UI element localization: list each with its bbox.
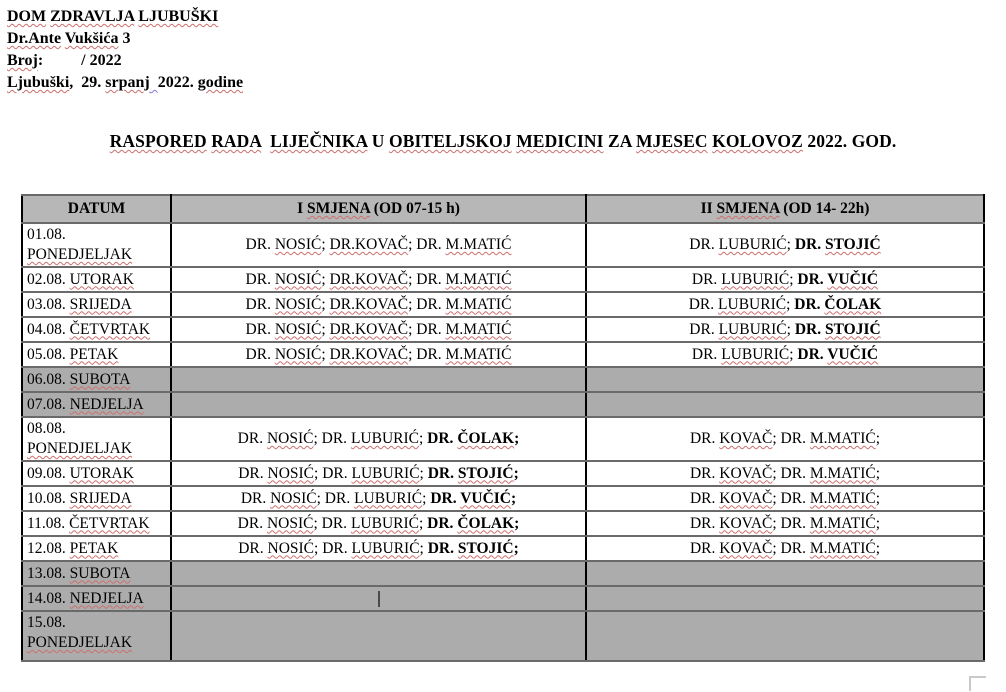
shift1-cell[interactable]: DR. NOSIĆ; DR. LUBURIĆ; DR. ČOLAK; — [171, 417, 586, 461]
table-row — [22, 561, 984, 586]
table-row — [22, 511, 984, 536]
shift2-cell[interactable]: DR. KOVAČ; DR. M.MATIĆ; — [586, 486, 984, 511]
table-row — [22, 586, 984, 611]
shift2-cell[interactable]: DR. LUBURIĆ; DR. ČOLAK — [586, 292, 984, 317]
shift1-cell[interactable] — [171, 367, 586, 392]
date-cell[interactable]: 15.08. PONEDJELJAK — [22, 611, 171, 661]
shift1-cell[interactable]: DR. NOSIĆ; DR.KOVAČ; DR. M.MATIĆ — [171, 267, 586, 292]
date-cell[interactable]: 12.08. PETAK — [22, 536, 171, 561]
shift1-cell[interactable]: DR. NOSIĆ; DR. LUBURIĆ; DR. STOJIĆ; — [171, 461, 586, 486]
shift1-cell[interactable] — [171, 586, 586, 611]
shift2-cell[interactable]: DR. KOVAČ; DR. M.MATIĆ; — [586, 511, 984, 536]
table-row — [22, 292, 984, 317]
shift1-cell[interactable] — [171, 392, 586, 417]
shift2-cell[interactable] — [586, 561, 984, 586]
shift2-cell[interactable] — [586, 367, 984, 392]
date-cell[interactable]: 10.08. SRIJEDA — [22, 486, 171, 511]
shift2-cell[interactable] — [586, 392, 984, 417]
date-cell[interactable]: 06.08. SUBOTA — [22, 367, 171, 392]
shift1-cell[interactable]: DR. NOSIĆ; DR.KOVAČ; DR. M.MATIĆ — [171, 342, 586, 367]
table-row — [22, 536, 984, 561]
table-header-row — [22, 195, 984, 223]
date-cell[interactable]: 01.08. PONEDJELJAK — [22, 223, 171, 267]
shift2-cell[interactable]: DR. KOVAČ; DR. M.MATIĆ; — [586, 417, 984, 461]
doc-number-line[interactable] — [7, 50, 243, 72]
shift1-cell[interactable] — [171, 611, 586, 661]
shift1-cell[interactable]: DR. NOSIĆ; DR. LUBURIĆ; DR. ČOLAK; — [171, 511, 586, 536]
col-header-shift1[interactable]: I SMJENA (OD 07-15 h) — [171, 195, 586, 223]
date-cell[interactable]: 11.08. ČETVRTAK — [22, 511, 171, 536]
shift1-cell[interactable]: DR. NOSIĆ; DR.KOVAČ; DR. M.MATIĆ — [171, 223, 586, 267]
date-cell[interactable]: 13.08. SUBOTA — [22, 561, 171, 586]
doc-number-label: Broj: — [7, 52, 44, 69]
table-row — [22, 367, 984, 392]
shift1-cell[interactable]: DR. NOSIĆ; DR. LUBURIĆ; DR. VUČIĆ; — [171, 486, 586, 511]
date-cell[interactable]: 14.08. NEDJELJA — [22, 586, 171, 611]
table-row — [22, 486, 984, 511]
org-name[interactable]: DOM ZDRAVLJA LJUBUŠKI — [7, 8, 219, 25]
date-cell[interactable]: 05.08. PETAK — [22, 342, 171, 367]
table-row — [22, 342, 984, 367]
shift1-cell[interactable]: DR. NOSIĆ; DR.KOVAČ; DR. M.MATIĆ — [171, 292, 586, 317]
table-row — [22, 223, 984, 267]
col-header-shift2[interactable]: II SMJENA (OD 14- 22h) — [586, 195, 984, 223]
doc-number-value: / 2022 — [81, 52, 122, 69]
schedule-table — [21, 194, 985, 662]
date-cell[interactable]: 02.08. UTORAK — [22, 267, 171, 292]
shift2-cell[interactable]: DR. KOVAČ; DR. M.MATIĆ; — [586, 536, 984, 561]
shift1-cell[interactable]: DR. NOSIĆ; DR.KOVAČ; DR. M.MATIĆ — [171, 317, 586, 342]
table-row — [22, 317, 984, 342]
shift1-cell[interactable]: DR. NOSIĆ; DR. LUBURIĆ; DR. STOJIĆ; — [171, 536, 586, 561]
shift2-cell[interactable]: DR. LUBURIĆ; DR. STOJIĆ — [586, 317, 984, 342]
table-row — [22, 417, 984, 461]
schedule-title[interactable]: RASPORED RADA LIJEČNIKA U OBITELJSKOJ MEDICINI ZA MJESEC KOLOVOZ 2022. GOD. — [109, 131, 897, 151]
date-cell[interactable]: 03.08. SRIJEDA — [22, 292, 171, 317]
text-caret — [378, 591, 380, 607]
shift2-cell[interactable] — [586, 586, 984, 611]
shift2-cell[interactable]: DR. KOVAČ; DR. M.MATIĆ; — [586, 461, 984, 486]
date-cell[interactable]: 08.08. PONEDJELJAK — [22, 417, 171, 461]
table-row — [22, 267, 984, 292]
shift2-cell[interactable]: DR. LUBURIĆ; DR. VUČIĆ — [586, 342, 984, 367]
table-row — [22, 392, 984, 417]
date-cell[interactable]: 09.08. UTORAK — [22, 461, 171, 486]
shift2-cell[interactable] — [586, 611, 984, 661]
org-address[interactable]: Dr.Ante Vukšića 3 — [7, 30, 131, 47]
table-row — [22, 611, 984, 661]
table-row — [22, 461, 984, 486]
col-header-datum[interactable]: DATUM — [22, 195, 171, 223]
date-cell[interactable]: 04.08. ČETVRTAK — [22, 317, 171, 342]
table-resize-handle[interactable] — [969, 676, 986, 691]
shift1-cell[interactable] — [171, 561, 586, 586]
shift2-cell[interactable]: DR. LUBURIĆ; DR. VUČIĆ — [586, 267, 984, 292]
date-cell[interactable]: 07.08. NEDJELJA — [22, 392, 171, 417]
letterhead — [7, 6, 243, 94]
shift2-cell[interactable]: DR. LUBURIĆ; DR. STOJIĆ — [586, 223, 984, 267]
place-date-line[interactable]: Ljubuški, 29. srpanj 2022. godine — [7, 74, 244, 91]
